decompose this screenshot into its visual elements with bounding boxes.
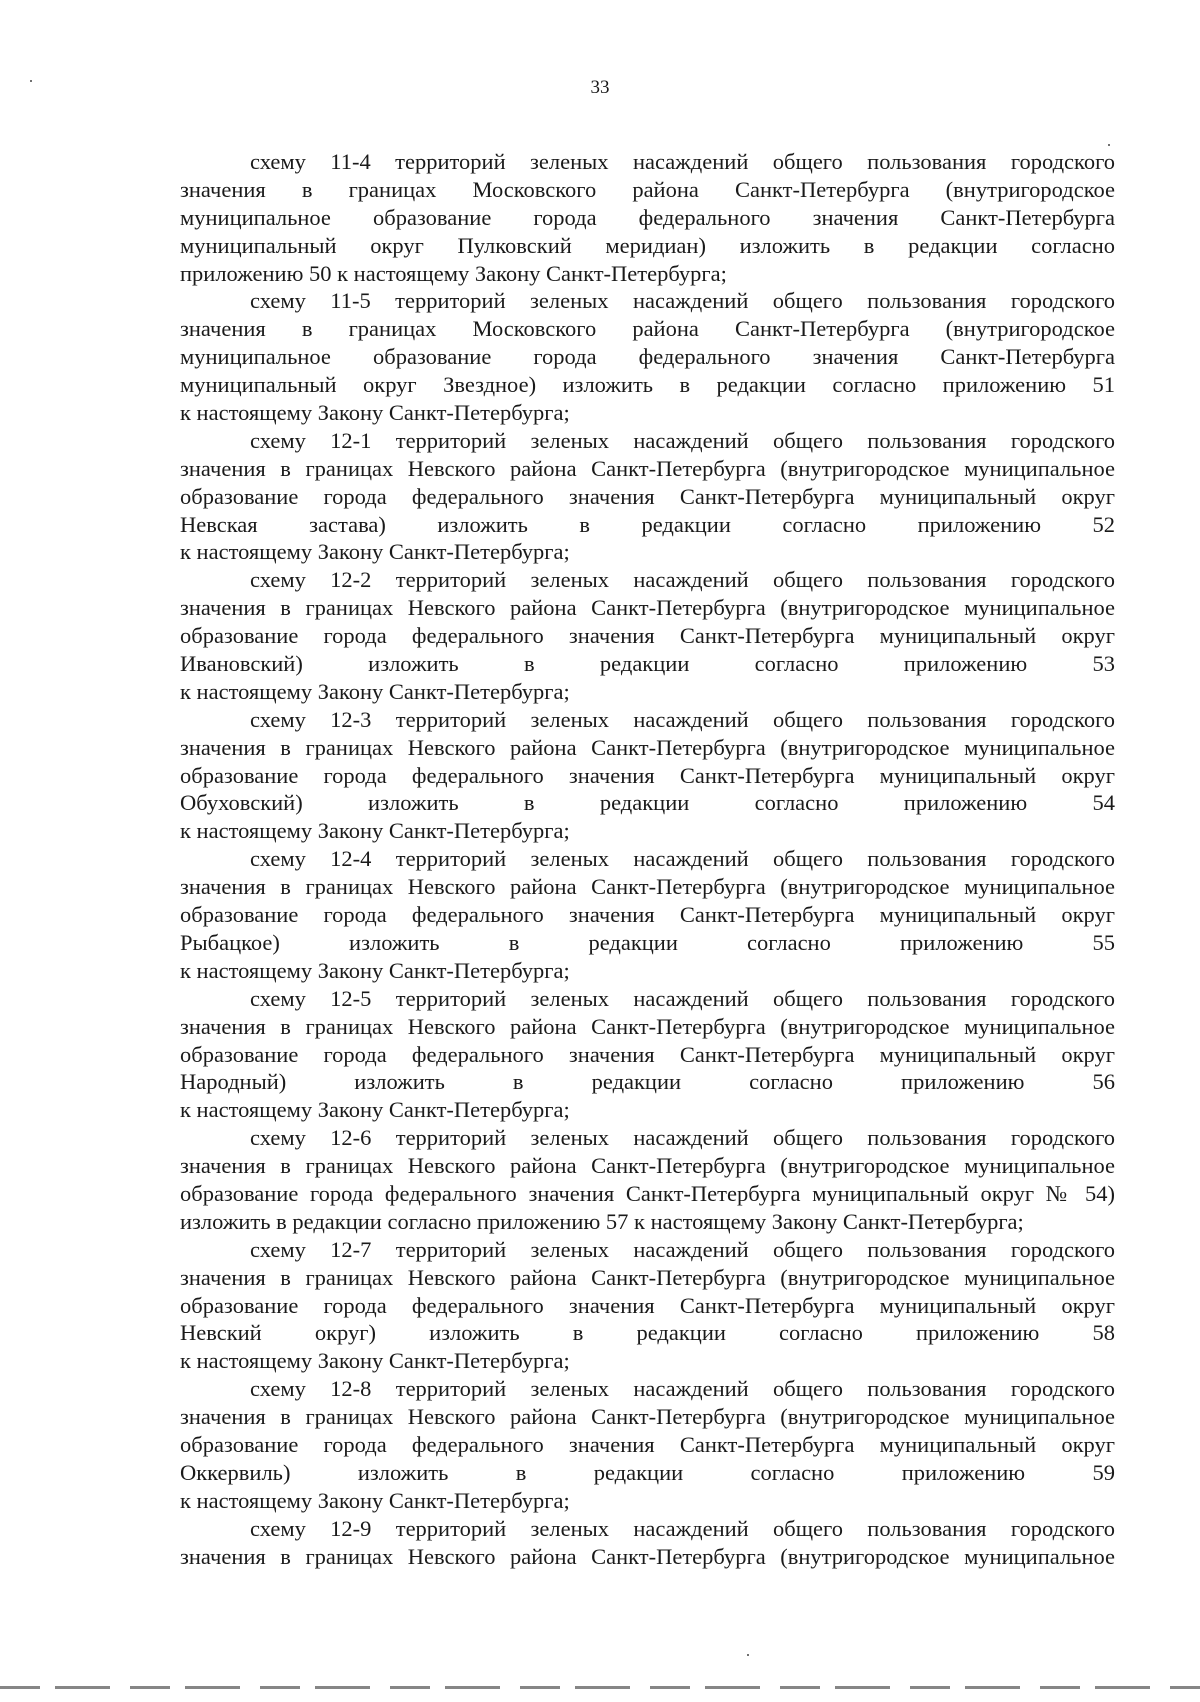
text-line: схему 12-3 территорий зеленых насаждений общего пользования городского	[250, 706, 1115, 732]
text-line: образование города федерального значения Санкт-Петербурга муниципальный округ	[180, 762, 1115, 788]
scan-edge-artifact	[0, 1686, 1200, 1689]
text-line: схему 12-2 территорий зеленых насаждений общего пользования городского	[250, 567, 1115, 593]
text-line: значения в границах Невского района Санкт-Петербурга (внутригородское муниципальное	[180, 1404, 1115, 1430]
paragraph	[180, 287, 1115, 426]
text-line: муниципальный округ Пулковский меридиан) изложить в редакции согласно	[180, 232, 1115, 258]
text-line: значения в границах Невского района Санкт-Петербурга (внутригородское муниципальное	[180, 595, 1115, 621]
text-line: значения в границах Невского района Санкт-Петербурга (внутригородское муниципальное	[180, 734, 1115, 760]
text-line: к настоящему Закону Санкт-Петербурга;	[180, 539, 570, 565]
text-line: значения в границах Невского района Санкт-Петербурга (внутригородское муниципальное	[180, 455, 1115, 481]
text-line: схему 12-5 территорий зеленых насаждений общего пользования городского	[250, 985, 1115, 1011]
text-line: схему 11-4 территорий зеленых насаждений общего пользования городского	[250, 149, 1115, 174]
text-line: Ивановский) изложить в редакции согласно приложению 53	[180, 651, 1115, 677]
paragraph	[180, 566, 1115, 705]
text-line: образование города федерального значения Санкт-Петербурга муниципальный округ	[180, 483, 1115, 509]
text-line: к настоящему Закону Санкт-Петербурга;	[180, 678, 570, 704]
scan-speck	[30, 80, 32, 82]
text-line: образование города федерального значения Санкт-Петербурга муниципальный округ	[180, 1292, 1115, 1318]
paragraph	[180, 985, 1115, 1124]
text-line: Невский округ) изложить в редакции согласно приложению 58	[180, 1320, 1115, 1346]
text-line: Рыбацкое) изложить в редакции согласно приложению 55	[180, 929, 1115, 955]
text-line: Оккервиль) изложить в редакции согласно приложению 59	[180, 1459, 1115, 1485]
text-line: схему 12-1 территорий зеленых насаждений общего пользования городского	[250, 427, 1115, 453]
text-line: образование города федерального значения Санкт-Петербурга муниципальный округ № 54)	[180, 1180, 1115, 1206]
text-line: к настоящему Закону Санкт-Петербурга;	[180, 1348, 570, 1374]
paragraph	[180, 427, 1115, 566]
text-line: к настоящему Закону Санкт-Петербурга;	[180, 818, 570, 844]
page-number: 33	[590, 77, 610, 98]
text-line: муниципальное образование города федерального значения Санкт-Петербурга	[180, 204, 1115, 230]
text-line: значения в границах Московского района Санкт-Петербурга (внутригородское	[180, 176, 1115, 202]
document-body	[180, 148, 1115, 1570]
text-line: схему 12-9 территорий зеленых насаждений общего пользования городского	[250, 1515, 1115, 1541]
text-line: муниципальный округ Звездное) изложить в редакции согласно приложению 51	[180, 372, 1115, 398]
text-line: образование города федерального значения Санкт-Петербурга муниципальный округ	[180, 1431, 1115, 1457]
text-line: к настоящему Закону Санкт-Петербурга;	[180, 1487, 570, 1513]
text-line: схему 12-6 территорий зеленых насаждений общего пользования городского	[250, 1125, 1115, 1151]
text-line: образование города федерального значения Санкт-Петербурга муниципальный округ	[180, 623, 1115, 649]
paragraph	[180, 1375, 1115, 1514]
text-line: Невская застава) изложить в редакции согласно приложению 52	[180, 511, 1115, 537]
text-line: значения в границах Невского района Санкт-Петербурга (внутригородское муниципальное	[180, 1264, 1115, 1290]
scan-speck	[1108, 144, 1110, 146]
text-line: образование города федерального значения Санкт-Петербурга муниципальный округ	[180, 1041, 1115, 1067]
scan-speck	[747, 1654, 749, 1656]
paragraph	[180, 1124, 1115, 1236]
text-line: значения в границах Невского района Санкт-Петербурга (внутригородское муниципальное	[180, 1013, 1115, 1039]
text-line: изложить в редакции согласно приложению 57 к настоящему Закону Санкт-Петербурга;	[180, 1208, 1024, 1234]
text-line: схему 12-8 территорий зеленых насаждений общего пользования городского	[250, 1376, 1115, 1402]
paragraph	[180, 845, 1115, 984]
text-line: к настоящему Закону Санкт-Петербурга;	[180, 400, 570, 426]
text-line: Обуховский) изложить в редакции согласно приложению 54	[180, 790, 1115, 816]
text-line: значения в границах Невского района Санкт-Петербурга (внутригородское муниципальное	[180, 1153, 1115, 1179]
paragraph	[180, 148, 1115, 287]
text-line: к настоящему Закону Санкт-Петербурга;	[180, 1097, 570, 1123]
text-line: к настоящему Закону Санкт-Петербурга;	[180, 957, 570, 983]
paragraph	[180, 706, 1115, 845]
text-line: схему 12-4 территорий зеленых насаждений общего пользования городского	[250, 846, 1115, 872]
text-line: схему 11-5 территорий зеленых насаждений общего пользования городского	[250, 288, 1115, 314]
text-line: муниципальное образование города федерального значения Санкт-Петербурга	[180, 344, 1115, 370]
paragraph	[180, 1236, 1115, 1375]
text-line: значения в границах Невского района Санкт-Петербурга (внутригородское муниципальное	[180, 874, 1115, 900]
text-line: Народный) изложить в редакции согласно приложению 56	[180, 1069, 1115, 1095]
text-line: схему 12-7 территорий зеленых насаждений общего пользования городского	[250, 1236, 1115, 1262]
text-line: образование города федерального значения Санкт-Петербурга муниципальный округ	[180, 902, 1115, 928]
text-line: значения в границах Невского района Санкт-Петербурга (внутригородское муниципальное	[180, 1543, 1115, 1569]
text-line: приложению 50 к настоящему Закону Санкт-Петербурга;	[180, 260, 727, 286]
text-line: значения в границах Московского района Санкт-Петербурга (внутригородское	[180, 316, 1115, 342]
paragraph	[180, 1515, 1115, 1571]
